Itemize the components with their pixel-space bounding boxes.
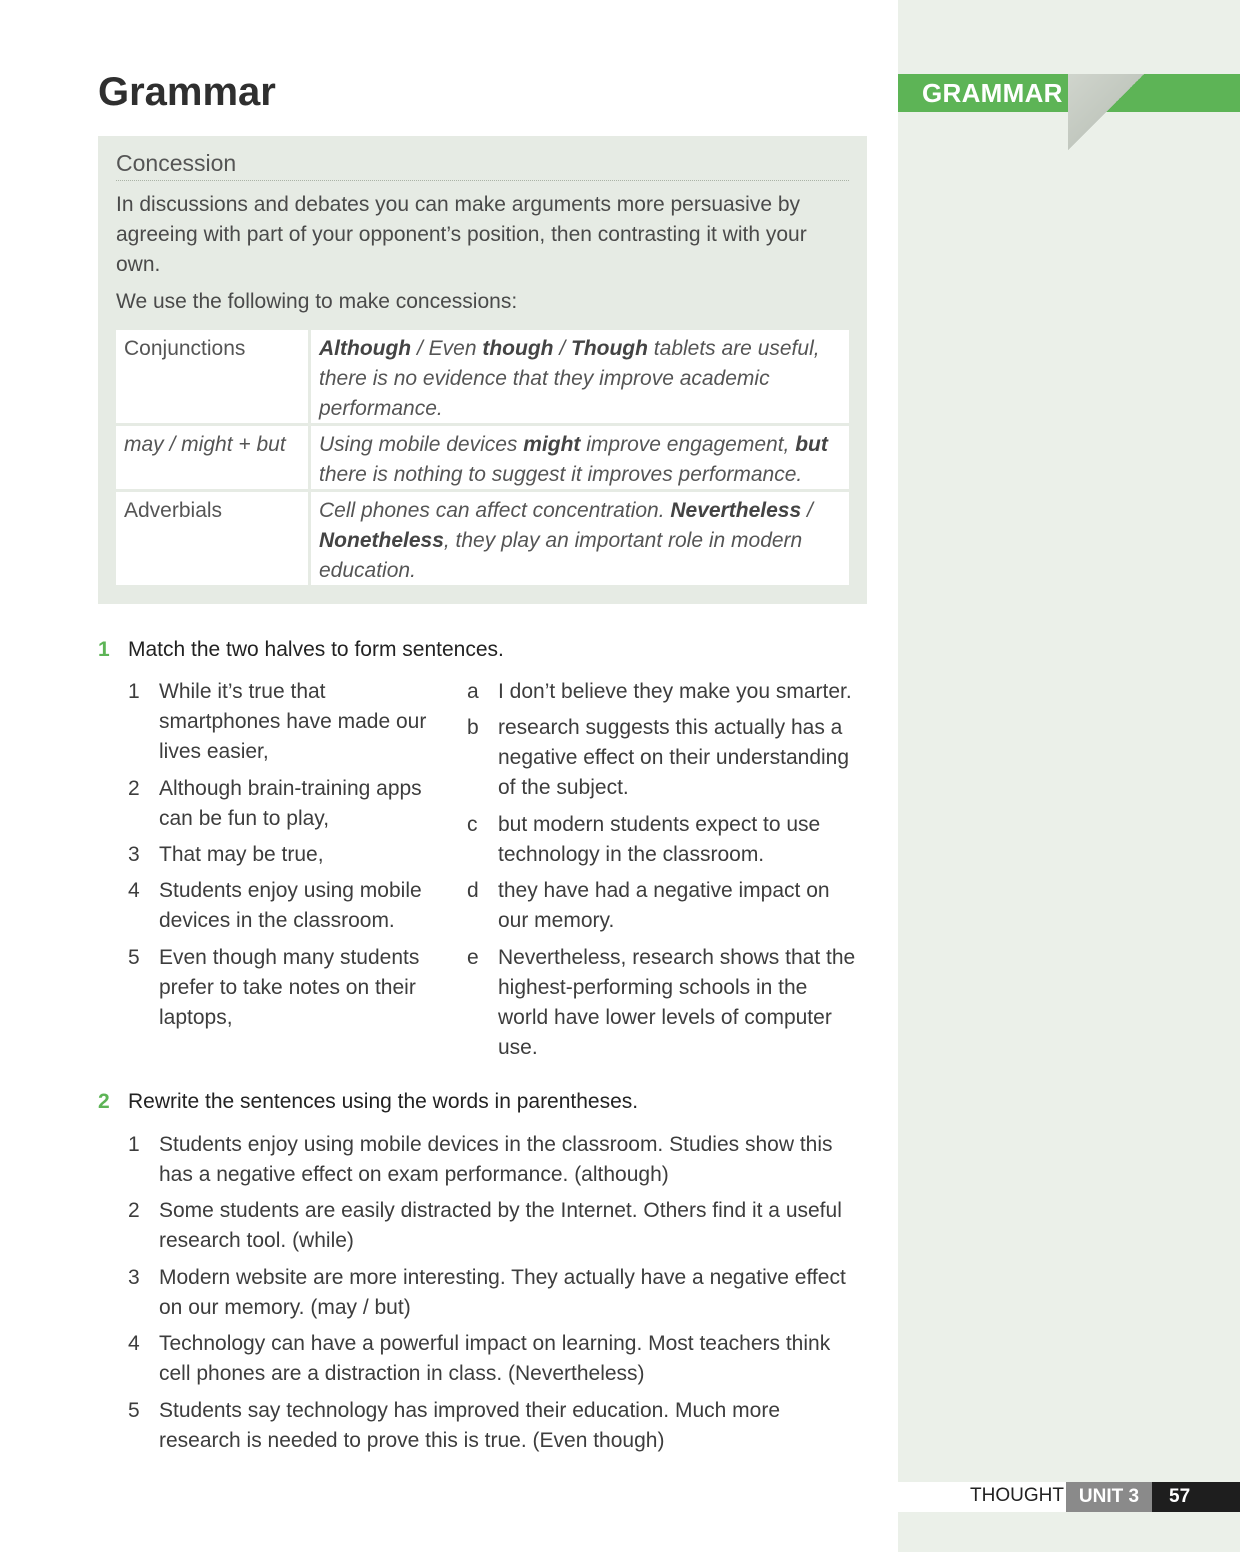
keyword: might xyxy=(523,433,581,456)
item-letter: e xyxy=(467,946,479,969)
example-text: / Even xyxy=(411,337,483,360)
item-number: 4 xyxy=(128,879,140,902)
table-row xyxy=(116,492,849,585)
item-number: 2 xyxy=(128,777,140,800)
keyword: though xyxy=(482,337,554,360)
item-text: Although brain-training apps can be fun to play, xyxy=(159,777,422,830)
table-row xyxy=(116,330,849,426)
section-tab-label: GRAMMAR xyxy=(922,78,1063,108)
item-text: but modern students expect to use technology in the classroom. xyxy=(498,813,821,866)
item-number: 5 xyxy=(128,946,140,969)
keyword: Although xyxy=(319,337,412,360)
table-row-example xyxy=(311,492,849,585)
item-text: Nevertheless, research shows that the highest-performing schools in the world have lower levels of computer use. xyxy=(498,946,856,1059)
footer-unit: UNIT 3 xyxy=(1066,1482,1152,1512)
item-number: 5 xyxy=(128,1399,140,1422)
footer-book-title: THOUGHT xyxy=(970,1485,1064,1506)
item-number: 1 xyxy=(128,680,140,703)
example-text: there is nothing to suggest it improves performance. xyxy=(319,463,803,486)
example-text: tablets are useful, there is no evidence that they improve academic performance. xyxy=(319,337,820,420)
item-text: Students say technology has improved their education. Much more research is needed to prove this is true. (Even though) xyxy=(159,1399,781,1452)
table-row-label: Conjunctions xyxy=(116,330,308,423)
item-letter: b xyxy=(467,716,479,739)
tab-fold-decoration xyxy=(1068,74,1144,150)
example-text: / xyxy=(801,499,813,522)
divider xyxy=(116,180,849,181)
keyword: Nonetheless xyxy=(319,529,444,552)
exercise-instruction: Rewrite the sentences using the words in parentheses. xyxy=(128,1090,639,1113)
item-text: Modern website are more interesting. They actually have a negative effect on our memory. (may / but) xyxy=(159,1266,846,1319)
keyword: but xyxy=(795,433,828,456)
item-text: Technology can have a powerful impact on learning. Most teachers think cell phones are a distraction in class. (Nevertheless) xyxy=(159,1332,831,1385)
table-row xyxy=(116,426,849,492)
item-text: they have had a negative impact on our memory. xyxy=(498,879,830,932)
page-title: Grammar xyxy=(98,70,276,114)
keyword: Nevertheless xyxy=(670,499,802,522)
item-number: 4 xyxy=(128,1332,140,1355)
grammar-box-lead: We use the following to make concessions: xyxy=(116,290,518,313)
keyword: Though xyxy=(571,337,648,360)
item-number: 3 xyxy=(128,1266,140,1289)
exercise-number: 1 xyxy=(98,638,110,661)
table-row-example xyxy=(311,330,849,423)
example-text: / xyxy=(553,337,571,360)
grammar-box-heading: Concession xyxy=(116,150,237,176)
exercise-number: 2 xyxy=(98,1090,110,1113)
item-text: While it’s true that smartphones have made our lives easier, xyxy=(159,680,427,763)
item-letter: a xyxy=(467,680,479,703)
table-row-example xyxy=(311,426,849,489)
item-text: research suggests this actually has a negative effect on their understanding of the subject. xyxy=(498,716,850,799)
example-text: improve engagement, xyxy=(580,433,796,456)
grammar-table xyxy=(116,330,849,585)
item-number: 3 xyxy=(128,843,140,866)
example-text: Cell phones can affect concentration. xyxy=(319,499,671,522)
item-text: That may be true, xyxy=(159,843,324,866)
item-text: I don’t believe they make you smarter. xyxy=(498,680,852,703)
item-number: 1 xyxy=(128,1133,140,1156)
item-text: Students enjoy using mobile devices in the classroom. Studies show this has a negative effect on exam performance. (although) xyxy=(159,1133,833,1186)
item-letter: d xyxy=(467,879,479,902)
item-letter: c xyxy=(467,813,478,836)
sidebar xyxy=(898,0,1240,1552)
item-text: Even though many students prefer to take notes on their laptops, xyxy=(159,946,420,1029)
grammar-box-intro: In discussions and debates you can make arguments more persuasive by agreeing with part of your opponent’s position, then contrasting it with your own. xyxy=(116,193,807,276)
item-text: Some students are easily distracted by the Internet. Others find it a useful research tool. (while) xyxy=(159,1199,842,1252)
exercise-instruction: Match the two halves to form sentences. xyxy=(128,638,504,661)
page-number: 57 xyxy=(1152,1482,1240,1512)
item-text: Students enjoy using mobile devices in the classroom. xyxy=(159,879,422,932)
example-text: Using mobile devices xyxy=(319,433,524,456)
item-number: 2 xyxy=(128,1199,140,1222)
table-row-label: Adverbials xyxy=(116,492,308,585)
example-text: , they play an important role in modern education. xyxy=(319,529,803,582)
table-row-label: may / might + but xyxy=(116,426,308,489)
